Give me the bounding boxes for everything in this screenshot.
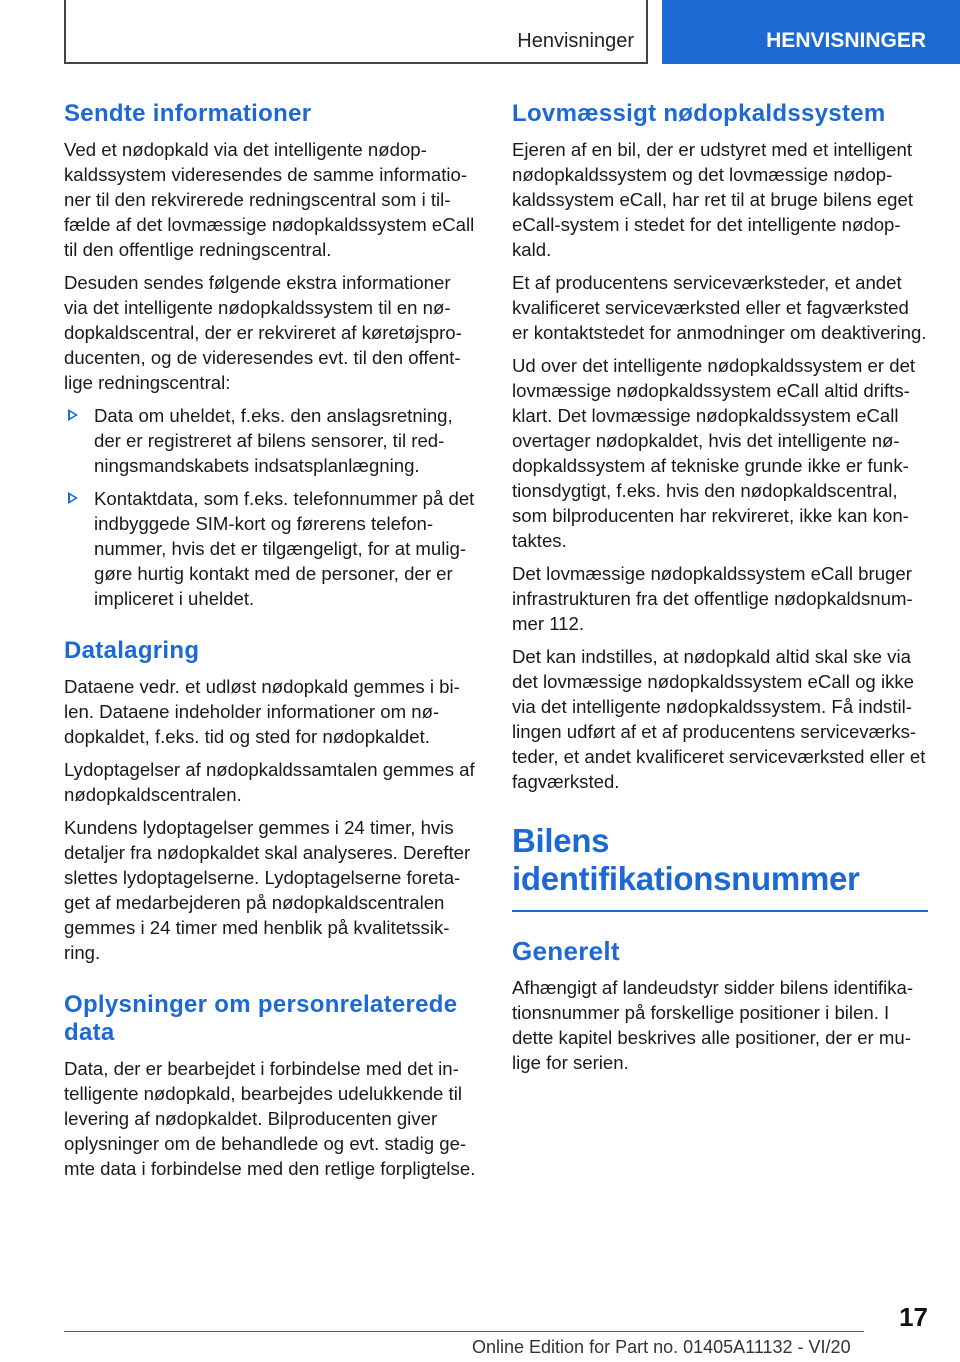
paragraph: Ejeren af en bil, der er udstyret med et intelligent nødopkaldssystem og det lovmæssige nødopkaldssystem eCall, har ret til at bruge bilens eget eCall-system i stedet for det intelligente nødopkald. [512, 138, 913, 260]
bullet-list [64, 403, 478, 611]
paragraph: Afhængigt af landeudstyr sidder bilens identifikationsnummer på forskellige positioner i bilen. I dette kapitel beskrives alle positioner, der er mulige for serien. [512, 976, 914, 1073]
footer-edition-text: Online Edition for Part no. 01405A11132 - VI/20 [472, 1337, 851, 1357]
heading-sendte-informationer: Sendte informationer [64, 100, 312, 127]
paragraph: Det kan indstilles, at nødopkald altid skal ske via det lovmæssige nødopkaldssystem eCall og ikke via det intelligente nødopkaldssystem. Få indstillingen udført af et af producentens serviceværksteder, et andet kvalificeret serviceværksted eller et fagværksted. [512, 645, 926, 792]
paragraph: Kundens lydoptagelser gemmes i 24 timer, hvis detaljer fra nødopkaldet skal analyseres. Derefter slettes lydoptagelserne. Lydoptagelserne foretaget af medarbejderen på nødopkaldscentralen gemmes i 24 timer med henblik på kvalitetssikring. [64, 816, 471, 963]
heading-oplysninger: Oplysninger om personrelaterede data [64, 990, 458, 1047]
paragraph: Det lovmæssige nødopkaldssystem eCall bruger infrastrukturen fra det offentlige nødopkaldsnummer 112. [512, 562, 913, 634]
list-item-text: Data om uheldet, f.eks. den anslagsretning, der er registreret af bilens sensorer, til redningsmandskabets indsatsplanlægning. [94, 404, 453, 476]
chapter-title-rule [512, 910, 928, 912]
header-chapter-tab [662, 0, 960, 64]
chapter-title-line2: identifikationsnummer [512, 859, 860, 897]
paragraph: Ud over det intelligente nødopkaldssystem er det lovmæssige nødopkaldssystem eCall altid driftsklart. Det lovmæssige nødopkaldssystem eCall overtager nødopkaldet, hvis det intelligente nødopkaldssystem af tekniske grunde ikke er funktionsdygtigt, f.eks. hvis den nødopkaldscentral, som bilproducenten har rekvireret, ikke kan kontaktes. [512, 354, 916, 551]
paragraph: Et af producentens serviceværksteder, et andet kvalificeret serviceværksted eller et fagværksted er kontaktstedet for anmodninger om deaktivering. [512, 271, 927, 343]
left-column [64, 100, 478, 1189]
list-item-text: Kontaktdata, som f.eks. telefonnummer på det indbyggede SIM-kort og førerens telefonnummer, hvis det er tilgængeligt, for at muliggøre hurtig kontakt med de personer, der er impliceret i uheldet. [94, 487, 475, 609]
heading-generelt: Generelt [512, 935, 620, 966]
list-item [64, 403, 478, 478]
paragraph: Data, der er bearbejdet i forbindelse med det intelligente nødopkald, bearbejdes udelukkende til levering af nødopkaldet. Bilproducenten giver oplysninger om de behandlede og evt. stadig gemte data i forbindelse med den retlige forpligtelse. [64, 1058, 476, 1180]
paragraph: Desuden sendes følgende ekstra informationer via det intelligente nødopkaldssystem til en nødopkaldscentral, der er rekvireret af køretøjsproducenten, og de videresendes evt. til den offentlige redningscentral: [64, 271, 462, 393]
chapter-title [512, 822, 928, 898]
triangle-bullet-icon [68, 492, 78, 504]
paragraph: Ved et nødopkald via det intelligente nødopkaldssystem videresendes de samme informationer til den rekvirerede redningscentral som i tilfælde af det lovmæssige nødopkaldssystem eCall til den offentlige redningscentral. [64, 138, 475, 260]
list-item [64, 486, 478, 611]
triangle-bullet-icon [68, 409, 78, 421]
paragraph: Dataene vedr. et udløst nødopkald gemmes i bilen. Dataene indeholder informationer om nødopkaldet, f.eks. tid og sted for nødopkaldet. [64, 675, 460, 747]
header-left-box [64, 0, 648, 64]
header-section-label: Henvisninger [517, 30, 634, 52]
chapter-title-line1: Bilens [512, 821, 610, 859]
page-number: 17 [899, 1302, 928, 1332]
right-column [512, 100, 928, 1083]
header-chapter-label: HENVISNINGER [766, 29, 926, 52]
paragraph: Lydoptagelser af nødopkaldssamtalen gemmes af nødopkaldscentralen. [64, 758, 475, 805]
heading-datalagring: Datalagring [64, 636, 200, 664]
footer-rule [64, 1331, 864, 1332]
heading-lovmaessigt: Lovmæssigt nødopkaldssystem [512, 100, 886, 127]
